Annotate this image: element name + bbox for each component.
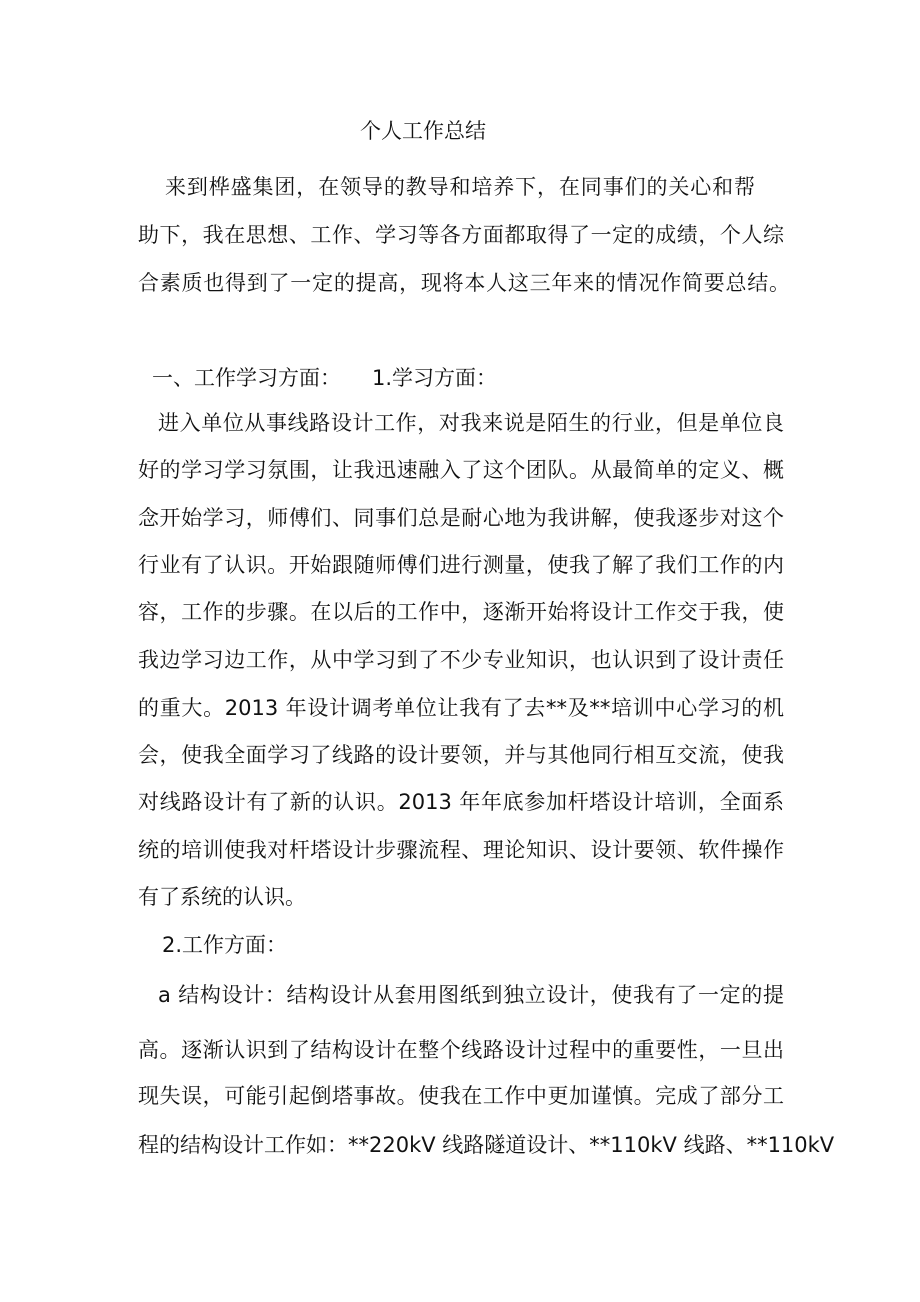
paragraph-line: 行业有了认识。开始跟随师傅们进行测量，使我了解了我们工作的内 <box>138 553 784 577</box>
paragraph-line: 高。逐渐认识到了结构设计在整个线路设计过程中的重要性，一旦出 <box>138 1038 784 1062</box>
paragraph-line: 好的学习学习氛围，让我迅速融入了这个团队。从最简单的定义、概 <box>138 458 784 482</box>
paragraph-line: 的重大。2013 年设计调考单位让我有了去**及**培训中心学习的机 <box>138 696 784 720</box>
subsection-heading: 2.工作方面： <box>162 933 288 957</box>
paragraph-line: 现失误，可能引起倒塔事故。使我在工作中更加谨慎。完成了部分工 <box>138 1084 784 1108</box>
paragraph-line: 对线路设计有了新的认识。2013 年年底参加杆塔设计培训，全面系 <box>138 790 784 814</box>
document-title: 个人工作总结 <box>360 119 486 143</box>
intro-line: 助下，我在思想、工作、学习等各方面都取得了一定的成绩，个人综 <box>138 223 784 247</box>
paragraph-line: a 结构设计：结构设计从套用图纸到独立设计，使我有了一定的提 <box>158 983 784 1007</box>
paragraph-line: 有了系统的认识。 <box>138 885 306 909</box>
paragraph-line: 容，工作的步骤。在以后的工作中，逐渐开始将设计工作交于我，使 <box>138 600 784 624</box>
paragraph-line: 统的培训使我对杆塔设计步骤流程、理论知识、设计要领、软件操作 <box>138 838 784 862</box>
paragraph-line: 我边学习边工作，从中学习到了不少专业知识，也认识到了设计责任 <box>138 648 784 672</box>
paragraph-line: 进入单位从事线路设计工作，对我来说是陌生的行业，但是单位良 <box>158 411 784 435</box>
paragraph-line: 程的结构设计工作如：**220kV 线路隧道设计、**110kV 线路、**110kV <box>138 1133 835 1157</box>
paragraph-line: 会，使我全面学习了线路的设计要领，并与其他同行相互交流，使我 <box>138 743 784 767</box>
paragraph-line: 念开始学习，师傅们、同事们总是耐心地为我讲解，使我逐步对这个 <box>138 506 784 530</box>
intro-line: 合素质也得到了一定的提高，现将本人这三年来的情况作简要总结。 <box>138 271 790 295</box>
subsection-heading: 1.学习方面： <box>372 366 498 390</box>
section-heading: 一、工作学习方面： <box>152 366 341 390</box>
intro-line: 来到桦盛集团，在领导的教导和培养下，在同事们的关心和帮 <box>165 175 755 199</box>
